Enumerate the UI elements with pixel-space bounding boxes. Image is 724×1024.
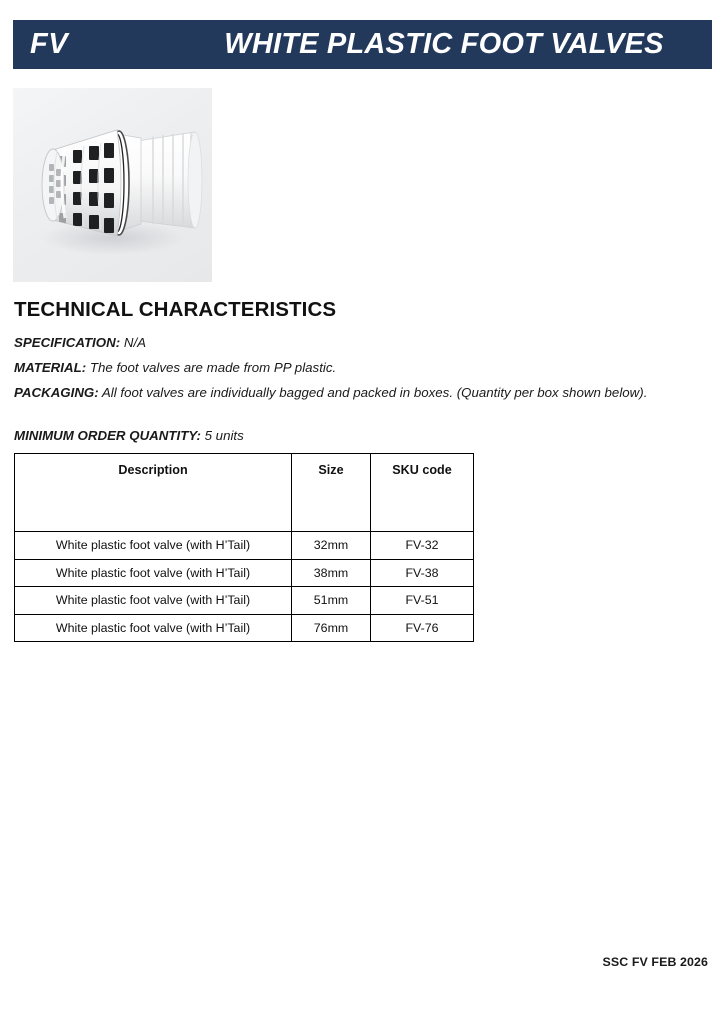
spec-specification-value: N/A	[123, 335, 147, 350]
spec-specification-label: SPECIFICATION:	[14, 335, 121, 350]
column-header-description: Description	[15, 454, 292, 532]
cell-size: 38mm	[292, 559, 371, 587]
foot-valve-illustration	[13, 88, 212, 282]
cell-description: White plastic foot valve (with H’Tail)	[15, 532, 292, 560]
spec-specification	[14, 334, 146, 352]
table-header-row	[15, 454, 474, 532]
table-body	[15, 532, 474, 642]
cell-description: White plastic foot valve (with H’Tail)	[15, 587, 292, 615]
column-header-sku-code: SKU code	[371, 454, 474, 532]
cell-sku: FV-76	[371, 614, 474, 642]
spec-minimum-order-quantity	[14, 427, 244, 445]
cell-sku: FV-38	[371, 559, 474, 587]
section-heading-technical-characteristics: TECHNICAL CHARACTERISTICS	[14, 298, 337, 321]
table-row	[15, 559, 474, 587]
table-row	[15, 532, 474, 560]
cell-description: White plastic foot valve (with H’Tail)	[15, 559, 292, 587]
table-row	[15, 614, 474, 642]
product-photo	[13, 88, 212, 282]
cell-size: 32mm	[292, 532, 371, 560]
table-header	[15, 454, 474, 532]
cell-sku: FV-32	[371, 532, 474, 560]
spec-moq-value: 5 units	[204, 428, 244, 443]
cell-size: 76mm	[292, 614, 371, 642]
page-title: WHITE PLASTIC FOOT VALVES	[224, 28, 664, 60]
spec-material-label: MATERIAL:	[14, 360, 87, 375]
spec-packaging	[14, 384, 674, 402]
product-code: FV	[30, 28, 69, 60]
spec-packaging-value: All foot valves are individually bagged and packed in boxes. (Quantity per box shown below).	[101, 385, 648, 400]
spec-material	[14, 359, 336, 377]
spec-material-value: The foot valves are made from PP plastic.	[89, 360, 337, 375]
spec-packaging-label: PACKAGING:	[14, 385, 99, 400]
spec-moq-label: MINIMUM ORDER QUANTITY:	[14, 428, 201, 443]
cell-size: 51mm	[292, 587, 371, 615]
footer-reference: SSC FV FEB 2026	[602, 955, 708, 969]
column-header-size: Size	[292, 454, 371, 532]
cell-sku: FV-51	[371, 587, 474, 615]
cell-description: White plastic foot valve (with H’Tail)	[15, 614, 292, 642]
table-row	[15, 587, 474, 615]
page-header-banner	[13, 20, 712, 69]
product-variants-table	[14, 453, 474, 642]
